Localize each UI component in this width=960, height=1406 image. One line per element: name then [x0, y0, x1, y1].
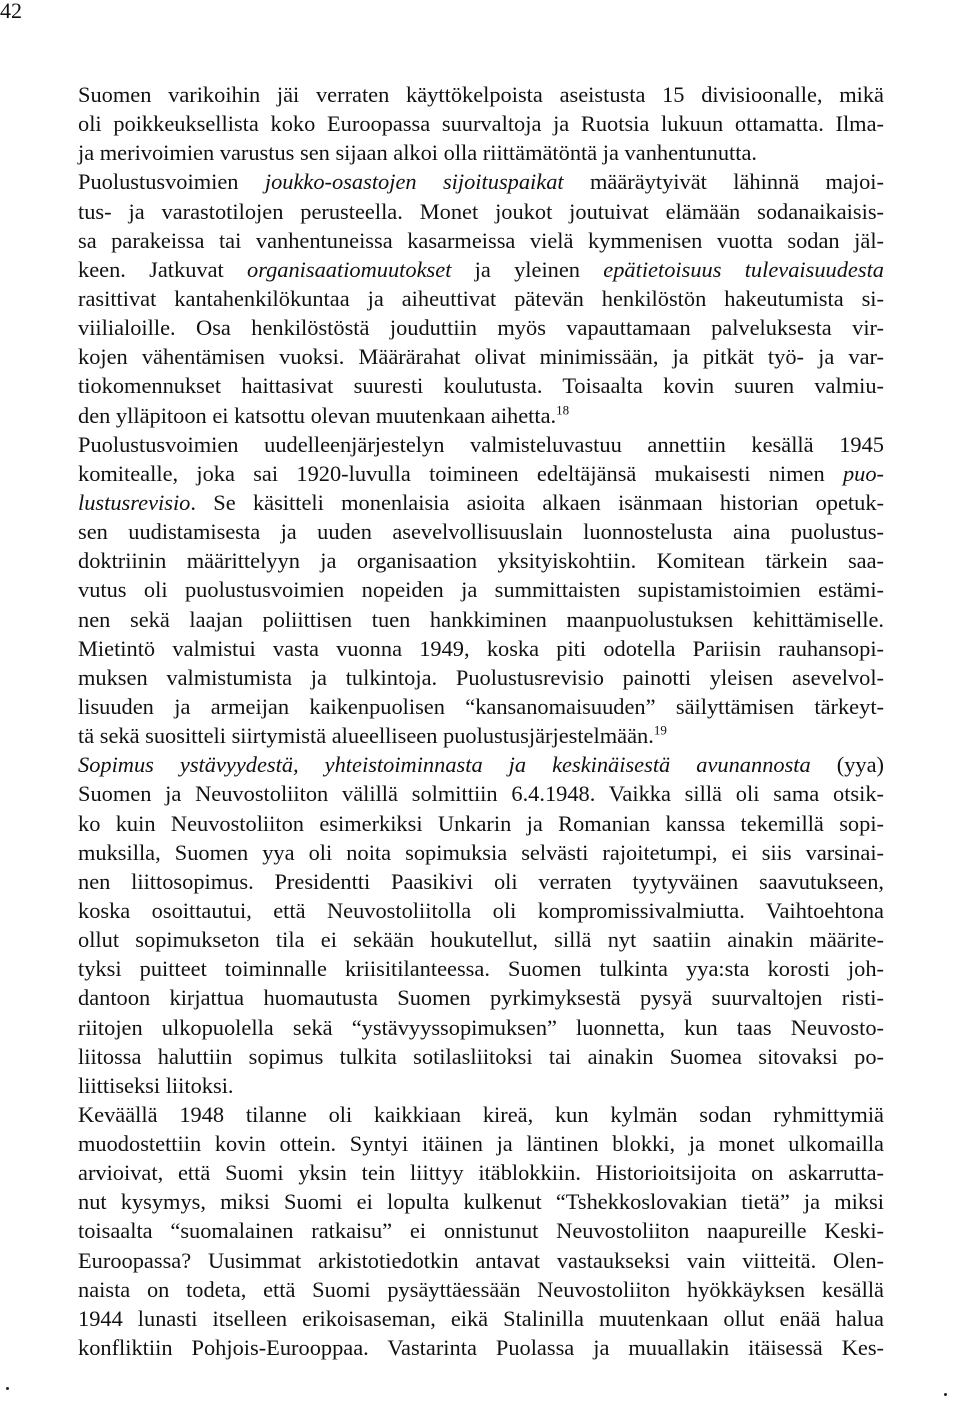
text-run: Keväällä 1948 tilanne oli kaikkiaan kireä, kun kylmän sodan ryhmittymiä [78, 1101, 884, 1127]
text-line [78, 809, 884, 838]
italic-term: Sopimus ystävyydestä, yhteistoiminnasta ja keskinäisestä avunannosta [78, 752, 811, 778]
text-line [78, 1187, 884, 1216]
text-line [78, 983, 884, 1012]
text-run: oli poikkeuksellista koko Euroopassa suurvaltoja ja Ruotsia lukuun ottamatta. Ilma- [78, 111, 884, 137]
text-run: ja merivoimien varustus sen sijaan alkoi olla riittämätöntä ja vanhentunutta. [78, 140, 758, 166]
text-line [78, 1042, 884, 1071]
text-run: nen sekä laajan poliittisen tuen hankkiminen maanpuolustuksen kehittämiselle. [78, 606, 884, 632]
text-run: dantoon kirjattua huomautusta Suomen pyrkimyksestä pysyä suurvaltojen risti- [78, 985, 884, 1011]
text-line [78, 838, 884, 867]
text-run: (yya) [810, 752, 884, 778]
text-line [78, 1304, 884, 1333]
scan-dot-right [944, 1393, 947, 1396]
text-run: muksilla, Suomen yya oli noita sopimuksia selvästi rajoitetumpi, ei siis varsinai- [78, 839, 884, 865]
text-run: den ylläpitoon ei katsottu olevan muutenkaan aihetta. [78, 402, 557, 428]
text-line [78, 109, 884, 138]
text-run: tiokomennukset haittasivat suuresti koulutusta. Toisaalta kovin suuren valmiu- [78, 373, 884, 399]
text-run: tyksi puitteet toiminnalle kriisitilanteessa. Suomen tulkinta yya:sta korosti joh- [78, 956, 884, 982]
text-run: lisuuden ja armeijan kaikenpuolisen “kansanomaisuuden” säilyttämisen tärkeyt- [78, 693, 884, 719]
text-run: liitossa haluttiin sopimus tulkita sotilasliitoksi tai ainakin Suomea sitovaksi po- [78, 1043, 884, 1069]
text-run: konfliktiin Pohjois-Eurooppaa. Vastarinta Puolassa ja muuallakin itäisessä Kes- [78, 1335, 884, 1361]
text-run: viilialoille. Osa henkilöstöstä jouduttiin myös vapauttamaan palveluksesta vir- [78, 315, 884, 341]
text-line [78, 867, 884, 896]
text-line [78, 1071, 884, 1100]
text-run: arvioivat, että Suomi yksin tein liittyy itäblokkiin. Historioitsijoita on askarrutta- [78, 1160, 884, 1186]
italic-term: puo- [842, 460, 884, 486]
italic-term: lustusrevisio [78, 489, 191, 515]
page-number: 42 [0, 0, 22, 23]
text-run: tus- ja varastotilojen perusteella. Monet joukot joutuivat elämään sodanaikaisis- [78, 198, 884, 224]
text-run: Puolustusvoimien [78, 169, 265, 195]
text-run: Puolustusvoimien uudelleenjärjestelyn valmisteluvastuu annettiin kesällä 1945 [78, 431, 884, 457]
text-line [78, 313, 884, 342]
text-line [78, 226, 884, 255]
text-line [78, 750, 884, 779]
text-run: kojen vähentämisen vuoksi. Määrärahat olivat minimissään, ja pitkät työ- ja var- [78, 344, 884, 370]
text-run: määräytyivät lähinnä majoi- [563, 169, 884, 195]
text-line [78, 779, 884, 808]
text-line [78, 167, 884, 196]
text-line [78, 692, 884, 721]
text-run: toisaalta “suomalainen ratkaisu” ei onnistunut Neuvostoliiton naapureille Keski- [78, 1218, 884, 1244]
text-line [78, 401, 884, 430]
text-run: Suomen varikoihin jäi verraten käyttökelpoista aseistusta 15 divisioonalle, mikä [78, 82, 884, 107]
text-line [78, 575, 884, 604]
text-run: riitojen ulkopuolella sekä “ystävyyssopimuksen” luonnetta, kun taas Neuvosto- [78, 1014, 884, 1040]
text-line [78, 342, 884, 371]
text-line [78, 1100, 884, 1129]
text-run: keen. Jatkuvat [78, 256, 247, 282]
text-run: komitealle, joka sai 1920-luvulla toimineen edeltäjänsä mukaisesti nimen [78, 460, 843, 486]
text-run: sen uudistamisesta ja uuden asevelvollisuuslain luonnostelusta aina puolustus- [78, 519, 884, 545]
text-run: rasittivat kantahenkilökuntaa ja aiheuttivat pätevän henkilöstön hakeutumista si- [78, 285, 884, 311]
text-line [78, 284, 884, 313]
text-run: nut kysymys, miksi Suomi ei lopulta kulkenut “Tshekkoslovakian tietä” ja miksi [78, 1189, 884, 1215]
text-line [78, 896, 884, 925]
italic-term: epätietoisuus tulevaisuudesta [603, 256, 884, 282]
italic-term: joukko-osastojen sijoituspaikat [264, 169, 564, 195]
text-line [78, 371, 884, 400]
footnote-ref: 18 [556, 402, 570, 418]
text-line [78, 634, 884, 663]
text-line [78, 197, 884, 226]
text-line [78, 721, 884, 750]
text-run: liittiseksi liitoksi. [78, 1072, 234, 1098]
text-run: . Se käsitteli monenlaisia asioita alkaen isänmaan historian opetuk- [190, 489, 884, 515]
text-run: naista on todeta, että Suomi pysäyttäessään Neuvostoliiton hyökkäyksen kesällä [78, 1276, 884, 1302]
text-line [78, 1013, 884, 1042]
text-run: 1944 lunasti itselleen erikoisaseman, eikä Stalinilla muutenkaan ollut enää halua [78, 1305, 884, 1331]
text-run: Euroopassa? Uusimmat arkistotiedotkin antavat vastaukseksi vain viitteitä. Olen- [78, 1247, 884, 1273]
text-line [78, 605, 884, 634]
italic-term: organisaatiomuutokset [247, 256, 452, 282]
text-run: muksen valmistumista ja tulkintoja. Puolustusrevisio painotti yleisen asevelvol- [78, 664, 884, 690]
text-run: Mietintö valmistui vasta vuonna 1949, koska piti odotella Pariisin rauhansopi- [78, 635, 884, 661]
text-line [78, 1129, 884, 1158]
text-line [78, 430, 884, 459]
text-line [78, 546, 884, 575]
footnote-ref: 19 [653, 722, 667, 738]
text-line [78, 663, 884, 692]
text-line [78, 138, 884, 167]
text-line [78, 517, 884, 546]
text-line [78, 1333, 884, 1362]
text-run: ollut sopimukseton tila ei sekään houkutellut, sillä nyt saatiin ainakin määrite- [78, 927, 884, 953]
text-run: koska osoittautui, että Neuvostoliitolla oli kompromissivalmiutta. Vaihtoehtona [78, 897, 884, 923]
text-line [78, 1275, 884, 1304]
text-run: Suomen ja Neuvostoliiton välillä solmittiin 6.4.1948. Vaikka sillä oli sama otsik- [78, 781, 884, 807]
text-line [78, 459, 884, 488]
text-run: muodostettiin kovin ottein. Syntyi itäinen ja läntinen blokki, ja monet ulkomailla [78, 1131, 884, 1157]
text-run: vutus oli puolustusvoimien nopeiden ja summittaisten supistamistoimien estämi- [78, 577, 884, 603]
text-line [78, 255, 884, 284]
scan-dot-left [6, 1387, 9, 1390]
text-line [78, 80, 884, 109]
text-run: tä sekä suositteli siirtymistä alueelliseen puolustusjärjestelmään. [78, 723, 654, 749]
text-run: sa parakeissa tai vanhentuneissa kasarmeissa vielä kymmenisen vuotta sodan jäl- [78, 227, 884, 253]
text-line [78, 1216, 884, 1245]
text-line [78, 1158, 884, 1187]
text-line [78, 488, 884, 517]
text-run: ja yleinen [451, 256, 604, 282]
text-run: nen liittosopimus. Presidentti Paasikivi oli verraten tyytyväinen saavutukseen, [78, 868, 884, 894]
body-text [78, 80, 884, 1362]
text-run: ko kuin Neuvostoliiton esimerkiksi Unkarin ja Romanian kanssa tekemillä sopi- [78, 810, 884, 836]
text-line [78, 954, 884, 983]
text-line [78, 925, 884, 954]
text-line [78, 1246, 884, 1275]
text-run: doktriinin määrittelyyn ja organisaation yksityiskohtiin. Komitean tärkein saa- [78, 548, 884, 574]
